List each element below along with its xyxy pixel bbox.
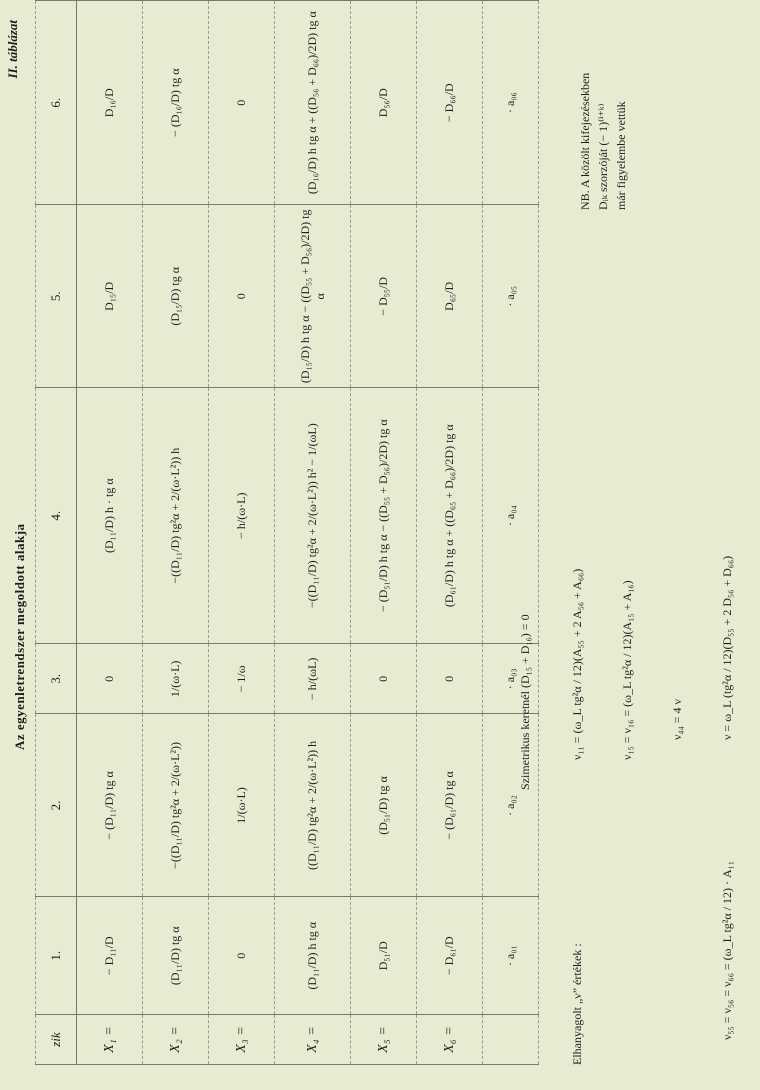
row-label bbox=[483, 1015, 539, 1065]
table-cell: − D₆₁/D bbox=[417, 897, 483, 1015]
table-cell: (D₁₆/D) h tg α + ((D₅₆ + D₆₆)/2D) tg α bbox=[275, 1, 351, 205]
table-cell: ((D₁₁/D) tg²α + 2/(ω·L²)) h bbox=[275, 714, 351, 897]
neglected-label: Elhanyagolt „ν” értékek : bbox=[570, 943, 584, 1065]
table-cell: (D₁₁/D) h tg α bbox=[275, 897, 351, 1015]
table-row bbox=[417, 1, 483, 1065]
table-cell: (D₅₁/D) tg α bbox=[351, 714, 417, 897]
table-cell: 0 bbox=[351, 644, 417, 714]
row-label: X₃ = bbox=[209, 1015, 275, 1065]
table-cell: (D₁₅/D) tg α bbox=[143, 205, 209, 388]
table-cell: − h/(ω·L) bbox=[209, 388, 275, 644]
table-cell: 0 bbox=[209, 1, 275, 205]
table-cell: 0 bbox=[77, 644, 143, 714]
table-cell: − (D₆₁/D) tg α bbox=[417, 714, 483, 897]
table-cell: · a₀₂ bbox=[483, 714, 539, 897]
table-cell: · a₀₃ bbox=[483, 644, 539, 714]
table-cell: (D₁₅/D) h tg α − ((D₅₅ + D₅₆)/2D) tg α bbox=[275, 205, 351, 388]
row-label: X₄ = bbox=[275, 1015, 351, 1065]
header-col-1: 1. bbox=[36, 897, 77, 1015]
table-cell: (D₆₁/D) h tg α + ((D₆₅ + D₆₆)/2D) tg α bbox=[417, 388, 483, 644]
header-col-5: 5. bbox=[36, 205, 77, 388]
table-cell: − (D₁₆/D) tg α bbox=[143, 1, 209, 205]
table-cell: D₅₁/D bbox=[351, 897, 417, 1015]
nb-line-2: Dᵢₖ szorzóját (− 1)⁽ⁱ⁺ᵏ⁾ bbox=[596, 103, 610, 210]
table-header bbox=[36, 1, 77, 1065]
table-cell: D₆₅/D bbox=[417, 205, 483, 388]
row-label: X₆ = bbox=[417, 1015, 483, 1065]
nu15-formula: ν₁₅ = ν₁₆ = (ω_L tg²α / 12)(A₁₅ + A₁₆) bbox=[620, 580, 634, 760]
nu-formula: ν = ω_L (tg²α / 12)(D₅₅ + 2 D₅₆ + D₆₆) bbox=[720, 555, 734, 740]
table-row bbox=[351, 1, 417, 1065]
table-cell: · a₀₁ bbox=[483, 897, 539, 1015]
table-row bbox=[275, 1, 351, 1065]
table-cell: D₅₆/D bbox=[351, 1, 417, 205]
table-cell: − (D₅₁/D) h tg α − ((D₅₅ + D₅₆)/2D) tg α bbox=[351, 388, 417, 644]
table-cell: − D₁₁/D bbox=[77, 897, 143, 1015]
table-cell: −((D₁₁/D) tg²α + 2/(ω·L²)) h² − 1/(ωL) bbox=[275, 388, 351, 644]
table-cell: 0 bbox=[209, 897, 275, 1015]
header-zik: zik bbox=[36, 1015, 77, 1065]
table-label: II. táblázat bbox=[5, 20, 20, 79]
symmetric-note: Szimetrikus keretnél (D₁₅ + D₁₆) = 0 bbox=[518, 614, 532, 790]
nb-line-1: NB. A közölt kifejezésekben bbox=[578, 72, 592, 210]
table-cell: D₁₆/D bbox=[77, 1, 143, 205]
header-col-3: 3. bbox=[36, 644, 77, 714]
table-cell: 0 bbox=[209, 205, 275, 388]
nb-line-3: már figyelembe vettük bbox=[614, 101, 628, 210]
header-col-4: 4. bbox=[36, 388, 77, 644]
table-cell: · a₀₅ bbox=[483, 205, 539, 388]
table-cell: − D₅₅/D bbox=[351, 205, 417, 388]
table-cell: (D₁₁/D) tg α bbox=[143, 897, 209, 1015]
table-cell: D₁₅/D bbox=[77, 205, 143, 388]
table-cell: −((D₁₁/D) tg²α + 2/(ω·L²)) bbox=[143, 714, 209, 897]
table-cell: · a₀₄ bbox=[483, 388, 539, 644]
table-row bbox=[143, 1, 209, 1065]
table-cell: 0 bbox=[417, 644, 483, 714]
table-cell: − h/(ωL) bbox=[275, 644, 351, 714]
header-col-2: 2. bbox=[36, 714, 77, 897]
table-cell: − 1/ω bbox=[209, 644, 275, 714]
table-row bbox=[483, 1, 539, 1065]
nu55-formula: ν₅₅ = ν₅₆ = ν₆₆ = (ω_L tg²α / 12) · A₁₁ bbox=[720, 860, 734, 1040]
table-cell: 1/(ω·L) bbox=[143, 644, 209, 714]
header-col-6: 6. bbox=[36, 1, 77, 205]
table-row bbox=[209, 1, 275, 1065]
table-row bbox=[77, 1, 143, 1065]
row-label: X₁ = bbox=[77, 1015, 143, 1065]
nu44-formula: ν₄₄ = 4 ν bbox=[670, 699, 684, 740]
table-cell: −((D₁₁/D) tg²α + 2/(ω·L²)) h bbox=[143, 388, 209, 644]
row-label: X₂ = bbox=[143, 1015, 209, 1065]
row-label: X₅ = bbox=[351, 1015, 417, 1065]
table-cell: · a₀₆ bbox=[483, 1, 539, 205]
table-cell: − D₆₆/D bbox=[417, 1, 483, 205]
solution-table bbox=[35, 0, 539, 1065]
table-cell: (D₁₁/D) h · tg α bbox=[77, 388, 143, 644]
table-cell: − (D₁₁/D) tg α bbox=[77, 714, 143, 897]
nu11-formula: ν₁₁ = (ω_L tg²α / 12)(A₅₅ + 2 A₅₆ + A₆₆) bbox=[570, 568, 584, 760]
page-title: Az egyenletrendszer megoldott alakja bbox=[12, 523, 27, 750]
table-cell: 1/(ω·L) bbox=[209, 714, 275, 897]
